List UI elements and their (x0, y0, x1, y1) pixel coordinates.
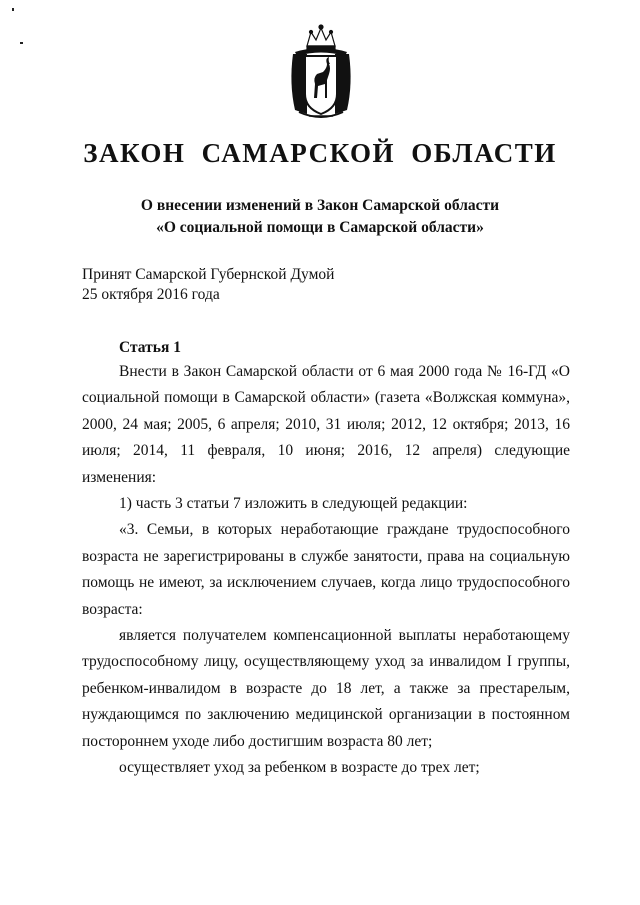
samara-coat-of-arms-icon (285, 24, 357, 122)
subtitle-line: О внесении изменений в Закон Самарской области (140, 197, 500, 214)
adoption-note (82, 265, 334, 305)
subtitle-line: «О социальной помощи в Самарской области» (156, 219, 484, 236)
paragraph: «3. Семьи, в которых неработающие граждане трудоспособного возраста не зарегистрированы в службе занятости, права на социальную помощь не имеют, за исключением случаев, когда лицо трудоспособного возраста: (82, 521, 570, 618)
paragraph: 1) часть 3 статьи 7 изложить в следующей редакции: (119, 495, 468, 513)
scan-speck (12, 8, 14, 11)
article-body (82, 359, 570, 782)
paragraph: осуществляет уход за ребенком в возрасте до трех лет; (119, 759, 480, 777)
scan-speck (20, 42, 23, 44)
adoption-date: 25 октября 2016 года (82, 286, 220, 303)
document-subtitle (0, 195, 640, 239)
paragraph: является получателем компенсационной выплаты неработающему трудоспособному лицу, осуществляющему уход за инвалидом I группы, ребенком-инвалидом в возрасте до 18 лет, а также за престарелым, нуждающимся по заключению медицинской организации в постоянном постороннем уходе либо достигшим возраста 80 лет; (82, 627, 570, 750)
article-heading: Статья 1 (119, 339, 181, 356)
adoption-body: Принят Самарской Губернской Думой (82, 266, 335, 283)
paragraph: Внести в Закон Самарской области от 6 мая 2000 года № 16-ГД «О социальной помощи в Самарской области» (газета «Волжская коммуна», 2000, 24 мая; 2005, 6 апреля; 2010, 31 июля; 2012, 12 октября; 2013, 16 июля; 2014, 11 февраля, 10 июня; 2016, 12 апреля) следующие изменения: (82, 363, 570, 486)
document-title: ЗАКОН САМАРСКОЙ ОБЛАСТИ (83, 138, 557, 168)
